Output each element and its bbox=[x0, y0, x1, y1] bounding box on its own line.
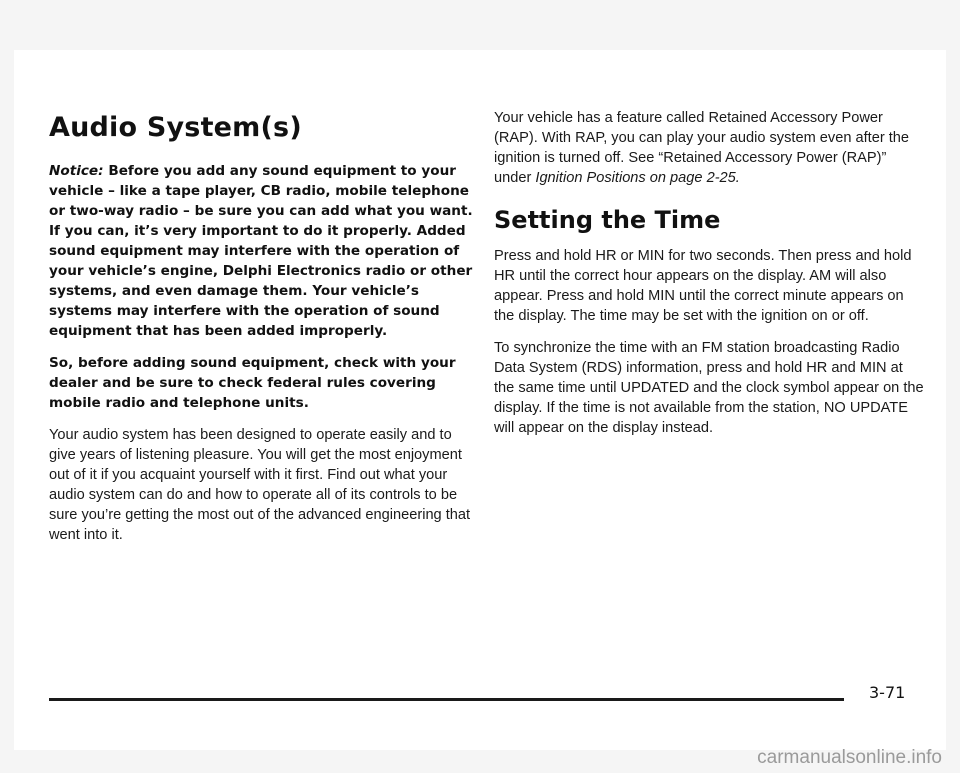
rap-text: Your vehicle has a feature called Retained Accessory Power (RAP). With RAP, you can play your audio system even after the ignition is turned off. See “Retained Accessory Power (RAP)” under bbox=[494, 110, 910, 186]
set-time-paragraph: Press and hold HR or MIN for two seconds. Then press and hold HR until the correct hour appears on the display. AM will also appear. Press and hold MIN until the correct minute appears on the display. The time may be set with the ignition on or off. bbox=[494, 248, 912, 324]
manual-page bbox=[14, 50, 946, 750]
notice-paragraph bbox=[49, 161, 479, 341]
notice-text: Before you add any sound equipment to your vehicle – like a tape player, CB radio, mobile telephone or two-way radio – be sure you can add what you want. If you can, it’s very important to do it properly. Added sound equipment may interfere with the operation of your vehicle’s engine, Delphi Electronics radio or other systems, and even damage them. Your vehicle’s systems may interfere with the operation of sound equipment that has been added improperly. bbox=[49, 163, 473, 339]
rds-sync-paragraph: To synchronize the time with an FM station broadcasting Radio Data System (RDS) information, press and hold HR and MIN at the same time until UPDATED and the clock symbol appear on the display. If the time is not available from the station, NO UPDATE will appear on the display instead. bbox=[494, 340, 924, 436]
footer-rule bbox=[49, 698, 844, 701]
notice-label: Notice: bbox=[49, 163, 104, 179]
rap-paragraph bbox=[494, 108, 924, 188]
page-number: 3-71 bbox=[869, 683, 906, 702]
right-column bbox=[494, 108, 924, 450]
left-column bbox=[49, 112, 479, 557]
dealer-check-paragraph: So, before adding sound equipment, check with your dealer and be sure to check federal rules covering mobile radio and telephone units. bbox=[49, 355, 456, 411]
section-heading-audio-systems: Audio System(s) bbox=[49, 112, 302, 143]
section-heading-setting-time: Setting the Time bbox=[494, 206, 721, 234]
audio-intro-paragraph: Your audio system has been designed to operate easily and to give years of listening pleasure. You will get the most enjoyment out of it if you acquaint yourself with it first. Find out what your audio system can do and how to operate all of its controls to be sure you’re getting the most out of the advanced engineering that went into it. bbox=[49, 427, 471, 543]
watermark: carmanualsonline.info bbox=[757, 747, 942, 768]
rap-reference: Ignition Positions on page 2-25. bbox=[535, 170, 740, 186]
